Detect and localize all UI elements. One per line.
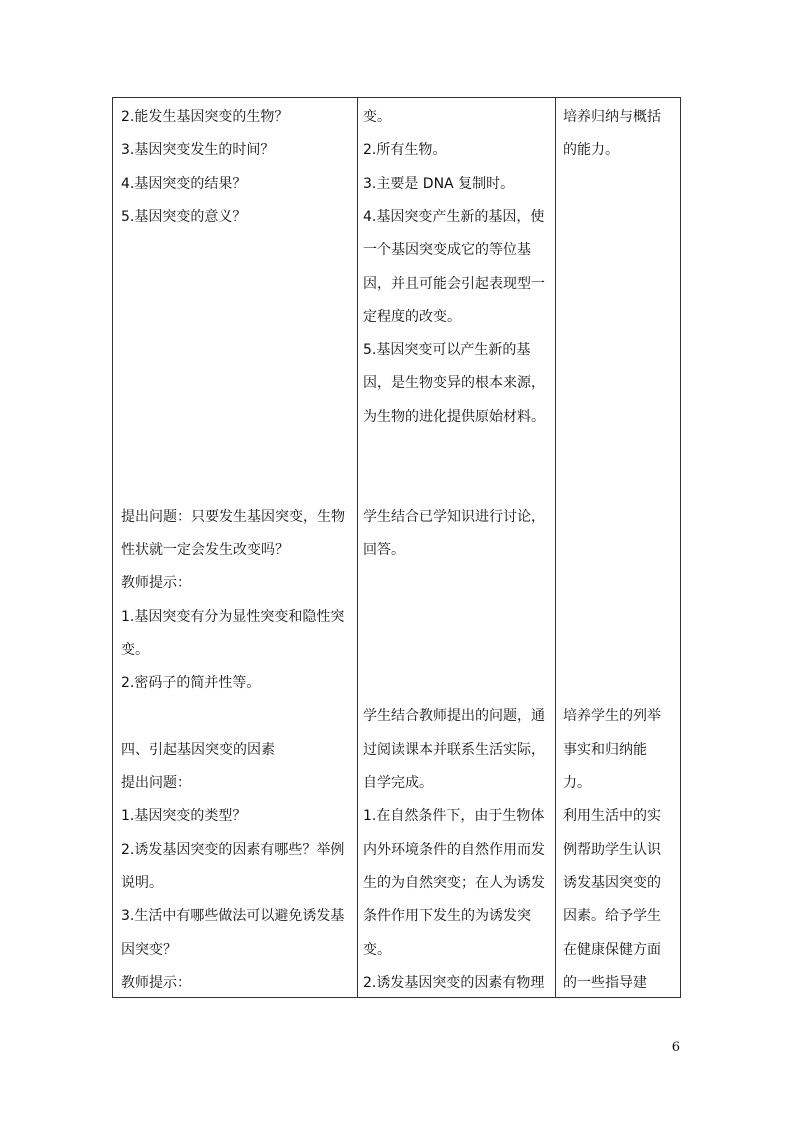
- cell-text-line: 3.主要是 DNA 复制时。: [363, 175, 515, 192]
- cell-text-line: 变。: [363, 109, 391, 125]
- cell-text-line: 1.基因突变有分为显性突变和隐性突: [121, 608, 345, 625]
- cell-text-line: 1.在自然条件下，由于生物体: [363, 808, 545, 825]
- cell-text-line: 3.生活中有哪些做法可以避免诱发基: [121, 908, 345, 925]
- cell-text-line: 自学完成。: [363, 775, 433, 791]
- cell-text-line: 的能力。: [563, 142, 619, 159]
- cell-text-line: 因，是生物变异的根本来源，: [363, 375, 545, 392]
- cell-text-line: 学生结合教师提出的问题，通: [363, 708, 545, 725]
- cell-text-line: 内外环境条件的自然作用而发: [363, 841, 545, 858]
- cell-text-line: 4.基因突变产生新的基因，使: [363, 208, 545, 225]
- cell-text-line: 一个基因突变成它的等位基: [363, 242, 531, 259]
- page-number: 6: [671, 1040, 680, 1055]
- cell-text-line: 2.所有生物。: [363, 142, 447, 159]
- column-divider-2: [555, 98, 556, 997]
- cell-text-line: 5.基因突变可以产生新的基: [363, 342, 531, 359]
- cell-text-line: 学生结合已学知识进行讨论，: [363, 508, 545, 525]
- cell-text-line: 在健康保健方面: [563, 941, 661, 958]
- cell-text-line: 1.基因突变的类型？: [121, 808, 247, 825]
- cell-text-line: 生的为自然突变；在人为诱发: [363, 874, 545, 891]
- cell-text-line: 培养学生的列举: [563, 708, 661, 725]
- cell-text-line: 条件作用下发生的为诱发突: [363, 908, 531, 925]
- cell-text-line: 培养归纳与概括: [563, 109, 661, 125]
- cell-text-line: 变。: [121, 641, 149, 658]
- cell-text-line: 2.诱发基因突变的因素有哪些？举例: [121, 841, 345, 858]
- cell-text-line: 四、引起基因突变的因素: [121, 741, 275, 758]
- cell-text-line: 事实和归纳能: [563, 741, 647, 758]
- cell-text-line: 因素。给予学生: [563, 908, 661, 925]
- cell-text-line: 提出问题：只要发生基因突变，生物: [121, 508, 345, 525]
- cell-text-line: 4.基因突变的结果？: [121, 175, 247, 192]
- cell-text-line: 说明。: [121, 874, 163, 891]
- cell-text-line: 2.诱发基因突变的因素有物理: [363, 974, 545, 991]
- cell-text-line: 2.密码子的简并性等。: [121, 675, 261, 692]
- cell-text-line: 例帮助学生认识: [563, 841, 661, 858]
- cell-text-line: 回答。: [363, 541, 405, 558]
- student-activity-column: [363, 98, 551, 997]
- cell-text-line: 2.能发生基因突变的生物？: [121, 109, 289, 125]
- column-divider-1: [357, 98, 358, 997]
- cell-text-line: 力。: [563, 775, 591, 791]
- cell-text-line: 教师提示：: [121, 575, 191, 592]
- cell-text-line: 变。: [363, 941, 391, 958]
- cell-text-line: 利用生活中的实: [563, 808, 661, 825]
- cell-text-line: 定程度的改变。: [363, 308, 461, 325]
- lesson-table: [112, 97, 681, 998]
- cell-text-line: 过阅读课本并联系生活实际，: [363, 741, 545, 758]
- cell-text-line: 5.基因突变的意义？: [121, 208, 247, 225]
- cell-text-line: 提出问题：: [121, 775, 191, 791]
- cell-text-line: 性状就一定会发生改变吗？: [121, 541, 289, 558]
- design-intent-column: [563, 98, 677, 997]
- cell-text-line: 3.基因突变发生的时间？: [121, 142, 275, 159]
- cell-text-line: 的一些指导建: [563, 974, 647, 991]
- cell-text-line: 因，并且可能会引起表现型一: [363, 275, 545, 292]
- teacher-activity-column: [121, 98, 353, 997]
- cell-text-line: 教师提示：: [121, 974, 191, 991]
- cell-text-line: 诱发基因突变的: [563, 874, 661, 891]
- cell-text-line: 为生物的进化提供原始材料。: [363, 408, 545, 425]
- cell-text-line: 因突变？: [121, 941, 177, 958]
